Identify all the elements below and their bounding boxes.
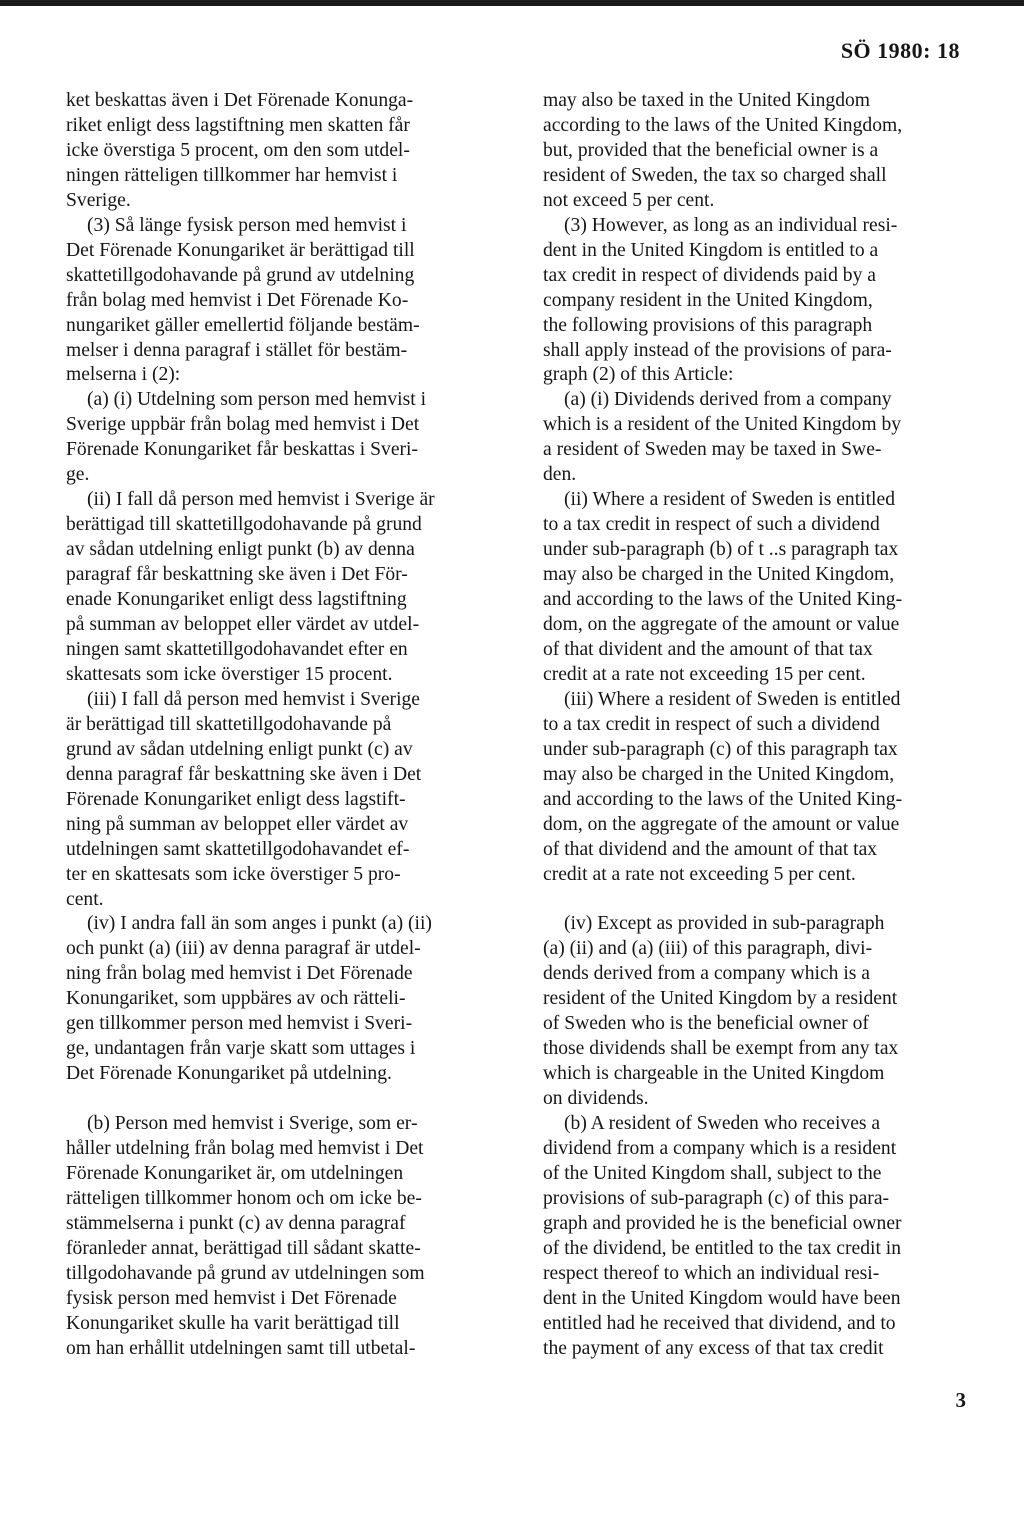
paragraph-gap [543, 888, 965, 913]
paragraph: ket beskattas även i Det Förenade Konunga- riket enligt dess lagstiftning men skatten får icke överstiga 5 procent, om den som utdel- ningen rätteligen tillkommer har hemvist i Sverige. [66, 90, 414, 211]
paragraph: (a) (i) Utdelning som person med hemvist i Sverige uppbär från bolag med hemvist i Det Förenade Konungariket får beskattas i Sveri- ge. [66, 389, 427, 486]
swedish-text-column [66, 89, 488, 1362]
paragraph: (ii) Where a resident of Sweden is entitled to a tax credit in respect of such a dividend under sub-paragraph (b) of t ..s paragraph tax may also be charged in the United Kingdom, and according to the laws of the United King- dom, on the aggregate of the amount or value of that divident and the amount of that tax credit at a rate not exceeding 15 per cent. [543, 489, 903, 685]
paragraph: (iii) Where a resident of Sweden is entitled to a tax credit in respect of such a dividend under sub-paragraph (c) of this paragraph tax may also be charged in the United Kingdom, and according to the laws of the United King- dom, on the aggregate of the amount or value of that dividend and the amount of that tax credit at a rate not exceeding 5 per cent. [543, 688, 903, 885]
paragraph: (b) Person med hemvist i Sverige, som er- håller utdelning från bolag med hemvist i Det Förenade Konungariket är, om utdelningen rätteligen tillkommer honom och om icke be- stämmelserna i punkt (c) av denna paragraf föranleder annat, berättigad till sådant skatte- tillgodohavande på grund av utdelningen som fysisk person med hemvist i Det Förenade Konungariket skulle ha varit berättigad till om han erhållit utdelningen samt till utbetal- [66, 1113, 425, 1359]
page-number: 3 [955, 1388, 966, 1412]
paragraph-gap [66, 1087, 488, 1112]
paragraph: (3) However, as long as an individual resi- dent in the United Kingdom is entitled to a tax credit in respect of dividends paid by a company resident in the United Kingdom, the following provisions of this paragraph shall apply instead of the provisions of para- graph (2) of this Article: [543, 214, 898, 386]
paragraph: (3) Så länge fysisk person med hemvist i Det Förenade Konungariket är berättigad till skattetillgodohavande på grund av utdelning från bolag med hemvist i Det Förenade Ko- nungariket gäller emellertid följande bestäm- melser i denna paragraf i stället för bestäm- melserna i (2): [66, 214, 420, 386]
paragraph: (ii) I fall då person med hemvist i Sverige är berättigad till skattetillgodohavande på grund av sådan utdelning enligt punkt (b) av denna paragraf får beskattning ske även i Det För- enade Konungariket enligt dess lagstiftning på summan av beloppet eller värdet av utdel- ningen samt skattetillgodohavandet efter en skattesats som icke överstiger 15 procent. [66, 489, 435, 685]
paragraph: (iii) I fall då person med hemvist i Sverige är berättigad till skattetillgodohavande på grund av sådan utdelning enligt punkt (c) av denna paragraf får beskattning ske även i Det Förenade Konungariket enligt dess lagstift- ning på summan av beloppet eller värdet av utdelningen samt skattetillgodohavandet ef- ter en skattesats som icke överstiger 5 pro- cent. [66, 688, 422, 910]
paragraph: (iv) Except as provided in sub-paragraph (a) (ii) and (a) (iii) of this paragraph, divi- dends derived from a company which is a resident of the United Kingdom by a resident of Sweden who is the beneficial owner of those dividends shall be exempt from any tax which is chargeable in the United Kingdom on dividends. [543, 913, 899, 1110]
paragraph: may also be taxed in the United Kingdom according to the laws of the United Kingdom, but, provided that the beneficial owner is a resident of Sweden, the tax so charged shall not exceed 5 per cent. [543, 90, 903, 211]
paragraph: (b) A resident of Sweden who receives a dividend from a company which is a resident of the United Kingdom shall, subject to the provisions of sub-paragraph (c) of this para- graph and provided he is the beneficial owner of the dividend, be entitled to the tax credit in respect thereof to which an individual resi- dent in the United Kingdom would have been entitled had he received that dividend, and to the payment of any excess of that tax credit [543, 1113, 902, 1359]
scan-top-edge [0, 0, 1024, 6]
document-reference: SÖ 1980: 18 [840, 38, 960, 63]
paragraph: (a) (i) Dividends derived from a company which is a resident of the United Kingdom by a resident of Sweden may be taxed in Swe- den. [543, 389, 902, 486]
english-text-column [543, 89, 965, 1362]
paragraph: (iv) I andra fall än som anges i punkt (a) (ii) och punkt (a) (iii) av denna paragraf är utdel- ning från bolag med hemvist i Det Förenade Konungariket, som uppbäres av och rätteli- gen tillkommer person med hemvist i Sveri- ge, undantagen från varje skatt som uttages i Det Förenade Konungariket på utdelning. [66, 913, 432, 1085]
